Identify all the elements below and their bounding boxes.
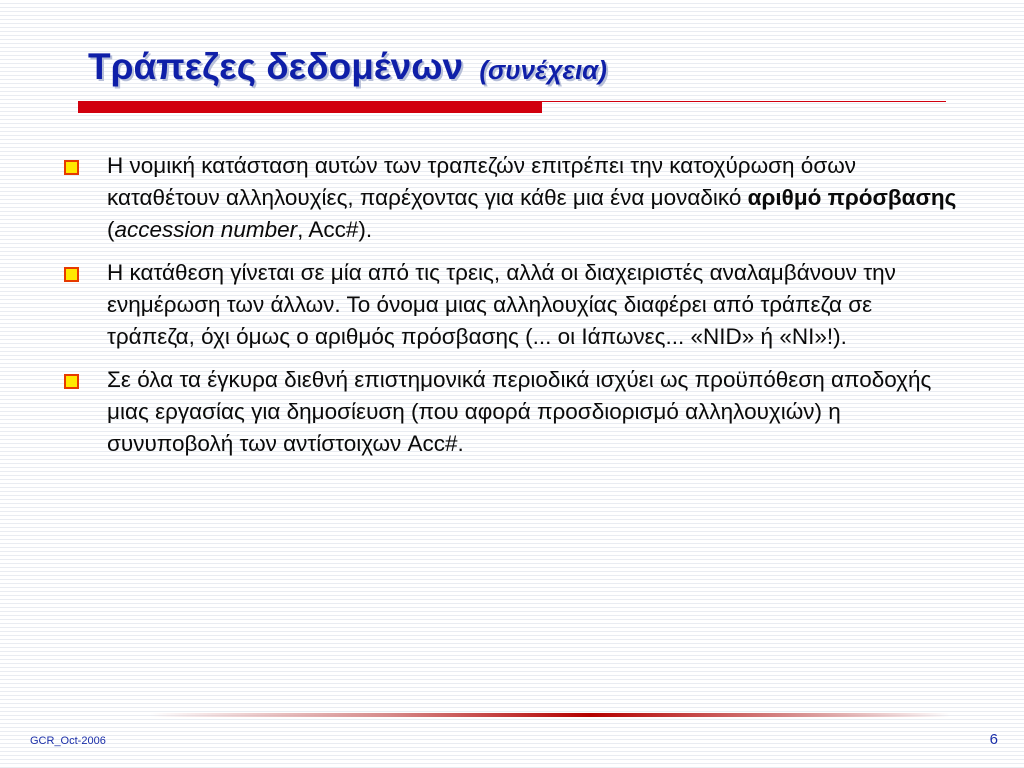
bullet-text-3: Σε όλα τα έγκυρα διεθνή επιστημονικά περιοδικά ισχύει ως προϋπόθεση αποδοχής μιας εργασίας για δημοσίευση (που αφορά προσδιορισμό αλληλουχιών) η συνυποβολή των αντίστοιχων Acc#. bbox=[107, 367, 932, 456]
page-number: 6 bbox=[989, 731, 998, 748]
bullet-text-2: Η κατάθεση γίνεται σε μία από τις τρεις, αλλά οι διαχειριστές αναλαμβάνουν την ενημέρωση των άλλων. Το όνομα μιας αλληλουχίας διαφέρει από τράπεζα σε τράπεζα, όχι όμως ο αριθμός πρόσβασης (... οι Ιάπωνες... «NID» ή «NI»!). bbox=[107, 260, 896, 349]
slide-title-main: Τράπεζες δεδομένων bbox=[88, 46, 464, 87]
footer-divider bbox=[150, 713, 950, 717]
square-bullet-icon bbox=[64, 374, 79, 389]
footer-label: GCR_Oct-2006 bbox=[30, 735, 106, 747]
bullet-list bbox=[62, 150, 962, 471]
slide-title bbox=[88, 44, 607, 93]
bullet-item-1 bbox=[62, 150, 962, 246]
square-bullet-icon bbox=[64, 267, 79, 282]
bullet-1-bold-term: αριθμό πρόσβασης bbox=[747, 185, 957, 210]
title-underline-thick bbox=[78, 101, 542, 113]
slide-title-subtitle: (συνέχεια) bbox=[479, 55, 607, 85]
title-underline-thin bbox=[542, 101, 946, 102]
bullet-text-1 bbox=[107, 153, 956, 242]
bullet-1-italic-term: accession number bbox=[114, 217, 298, 242]
bullet-1-text-mid: ( bbox=[107, 217, 115, 242]
bullet-item-3 bbox=[62, 364, 962, 460]
bullet-item-2 bbox=[62, 257, 962, 353]
square-bullet-icon bbox=[64, 160, 79, 175]
bullet-1-text-end: , Acc#). bbox=[297, 217, 373, 242]
bullet-1-text-start: Η νομική κατάσταση αυτών των τραπεζών επιτρέπει την κατοχύρωση όσων καταθέτουν αλληλουχίες, παρέχοντας για κάθε μια ένα μοναδικό bbox=[107, 153, 857, 210]
